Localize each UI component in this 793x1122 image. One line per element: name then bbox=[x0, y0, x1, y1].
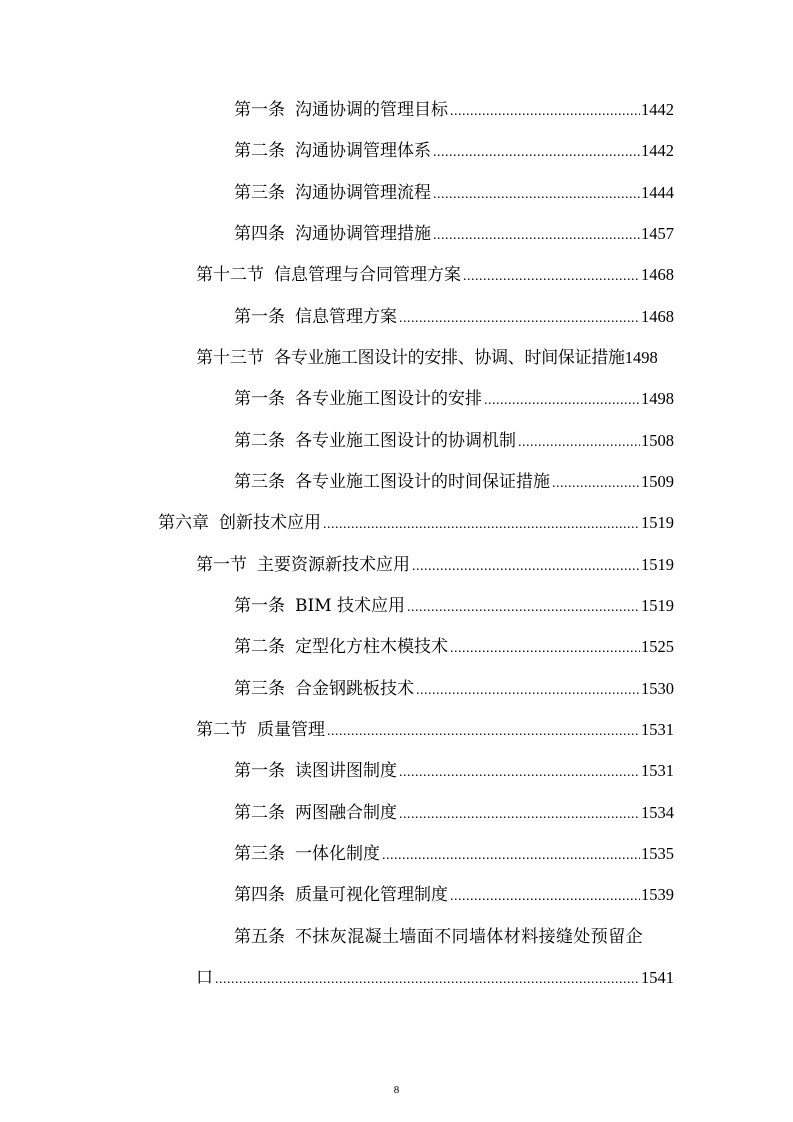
toc-entry-page: 1444 bbox=[641, 183, 674, 202]
toc-entry-number: 第三条 bbox=[234, 679, 285, 699]
toc-entry[interactable] bbox=[234, 924, 643, 950]
toc-entry-page: 1525 bbox=[641, 637, 674, 656]
dot-leader bbox=[518, 430, 640, 456]
dot-leader bbox=[412, 554, 640, 580]
toc-entry-number: 第一条 bbox=[234, 761, 285, 781]
toc-entry-page: 1468 bbox=[641, 307, 674, 326]
toc-entry-continuation[interactable] bbox=[196, 965, 674, 991]
dot-leader bbox=[433, 140, 640, 166]
dot-leader bbox=[399, 802, 640, 828]
dot-leader bbox=[399, 760, 640, 786]
toc-entry[interactable] bbox=[234, 221, 674, 247]
toc-entry[interactable] bbox=[196, 717, 674, 743]
toc-entry[interactable] bbox=[234, 138, 674, 164]
toc-entry-page: 1457 bbox=[641, 224, 674, 243]
toc-entry-page: 1531 bbox=[641, 761, 674, 780]
toc-entry-page: 1509 bbox=[641, 472, 674, 491]
dot-leader bbox=[433, 223, 640, 249]
toc-entry-page: 1539 bbox=[641, 885, 674, 904]
toc-entry-number: 第二节 bbox=[196, 720, 247, 740]
toc-entry-title: 信息管理方案 bbox=[295, 307, 397, 327]
toc-entry[interactable] bbox=[196, 262, 674, 288]
toc-entry[interactable] bbox=[234, 634, 674, 660]
toc-entry-title: 各专业施工图设计的安排、协调、时间保证措施 bbox=[274, 348, 625, 368]
toc-entry-page: 1442 bbox=[641, 100, 674, 119]
toc-entry-page: 1535 bbox=[641, 844, 674, 863]
toc-entry[interactable] bbox=[234, 841, 674, 867]
dot-leader bbox=[552, 471, 640, 497]
toc-entry[interactable] bbox=[234, 469, 674, 495]
toc-entry-title: 读图讲图制度 bbox=[295, 761, 397, 781]
toc-entry-title: 各专业施工图设计的时间保证措施 bbox=[295, 472, 550, 492]
toc-entry[interactable] bbox=[234, 800, 674, 826]
toc-entry-title: 沟通协调管理体系 bbox=[295, 141, 431, 161]
toc-entry[interactable] bbox=[234, 758, 674, 784]
toc-entry[interactable] bbox=[234, 386, 674, 412]
toc-entry-title: 沟通协调的管理目标 bbox=[295, 100, 448, 120]
toc-entry-title: 合金钢跳板技术 bbox=[295, 679, 414, 699]
toc-entry-page: 1498 bbox=[624, 348, 658, 367]
toc-entry-number: 第二条 bbox=[234, 803, 285, 823]
dot-leader bbox=[382, 843, 640, 869]
toc-entry-number: 第三条 bbox=[234, 183, 285, 203]
toc-entry-title: 创新技术应用 bbox=[219, 513, 321, 533]
toc-entry[interactable] bbox=[234, 676, 674, 702]
toc-entry-number: 第三条 bbox=[234, 844, 285, 864]
toc-entry-number: 第四条 bbox=[234, 885, 285, 905]
toc-entry-number: 第一节 bbox=[196, 555, 247, 575]
toc-entry-page: 1498 bbox=[641, 389, 674, 408]
toc-entry-number: 第二条 bbox=[234, 637, 285, 657]
toc-entry-title: BIM 技术应用 bbox=[295, 596, 406, 616]
toc-entry-title: 质量管理 bbox=[257, 720, 325, 740]
toc-entry-number: 第一条 bbox=[234, 307, 285, 327]
toc-entry[interactable] bbox=[234, 180, 674, 206]
toc-entry-page: 1508 bbox=[641, 431, 674, 450]
toc-entry-page: 1519 bbox=[641, 513, 674, 532]
dot-leader bbox=[215, 967, 640, 993]
toc-entry-page: 1519 bbox=[641, 555, 674, 574]
toc-entry[interactable] bbox=[196, 552, 674, 578]
dot-leader bbox=[323, 512, 640, 538]
toc-entry[interactable] bbox=[234, 304, 674, 330]
toc-entry-page: 1442 bbox=[641, 141, 674, 160]
dot-leader bbox=[407, 595, 640, 621]
toc-entry-number: 第十三节 bbox=[196, 348, 264, 368]
dot-leader bbox=[399, 306, 640, 332]
toc-entry-title: 各专业施工图设计的安排 bbox=[295, 389, 482, 409]
toc-entry-title: 不抹灰混凝土墙面不同墙体材料接缝处预留企 bbox=[295, 927, 643, 947]
toc-entry-page: 1468 bbox=[641, 265, 674, 284]
toc-entry-title-continuation: 口 bbox=[196, 968, 213, 988]
toc-entry[interactable] bbox=[234, 97, 674, 123]
toc-entry-title: 信息管理与合同管理方案 bbox=[274, 265, 461, 285]
toc-entry-title: 定型化方柱木模技术 bbox=[295, 637, 448, 657]
dot-leader bbox=[416, 678, 640, 704]
dot-leader bbox=[327, 719, 640, 745]
toc-entry-page: 1531 bbox=[641, 720, 674, 739]
toc-entry-title: 主要资源新技术应用 bbox=[257, 555, 410, 575]
toc-entry-title: 沟通协调管理措施 bbox=[295, 224, 431, 244]
toc-entry[interactable] bbox=[234, 428, 674, 454]
toc-entry-number: 第二条 bbox=[234, 141, 285, 161]
dot-leader bbox=[450, 884, 640, 910]
toc-entry-number: 第一条 bbox=[234, 389, 285, 409]
toc-entry-number: 第二条 bbox=[234, 431, 285, 451]
dot-leader bbox=[484, 388, 640, 414]
toc-entry-number: 第六章 bbox=[158, 513, 209, 533]
toc-entry-page: 1530 bbox=[641, 679, 674, 698]
toc-entry[interactable] bbox=[234, 882, 674, 908]
toc-entry-title: 两图融合制度 bbox=[295, 803, 397, 823]
dot-leader bbox=[433, 182, 640, 208]
toc-entry-title: 质量可视化管理制度 bbox=[295, 885, 448, 905]
toc-entry-page: 1534 bbox=[641, 803, 674, 822]
toc-entry-number: 第四条 bbox=[234, 224, 285, 244]
dot-leader bbox=[450, 99, 640, 125]
toc-entry[interactable] bbox=[196, 345, 708, 371]
dot-leader bbox=[450, 636, 640, 662]
page-number: 8 bbox=[393, 1084, 400, 1096]
dot-leader bbox=[463, 264, 640, 290]
toc-entry-page: 1519 bbox=[641, 596, 674, 615]
toc-entry-title: 一体化制度 bbox=[295, 844, 380, 864]
toc-entry[interactable] bbox=[158, 510, 674, 536]
toc-entry-page: 1541 bbox=[641, 968, 674, 987]
toc-entry-number: 第一条 bbox=[234, 100, 285, 120]
toc-entry[interactable] bbox=[234, 593, 674, 619]
toc-entry-number: 第五条 bbox=[234, 927, 285, 947]
toc-entry-number: 第十二节 bbox=[196, 265, 264, 285]
toc-entry-number: 第三条 bbox=[234, 472, 285, 492]
toc-entry-title: 各专业施工图设计的协调机制 bbox=[295, 431, 516, 451]
toc-entry-title: 沟通协调管理流程 bbox=[295, 183, 431, 203]
toc-entry-number: 第一条 bbox=[234, 596, 285, 616]
